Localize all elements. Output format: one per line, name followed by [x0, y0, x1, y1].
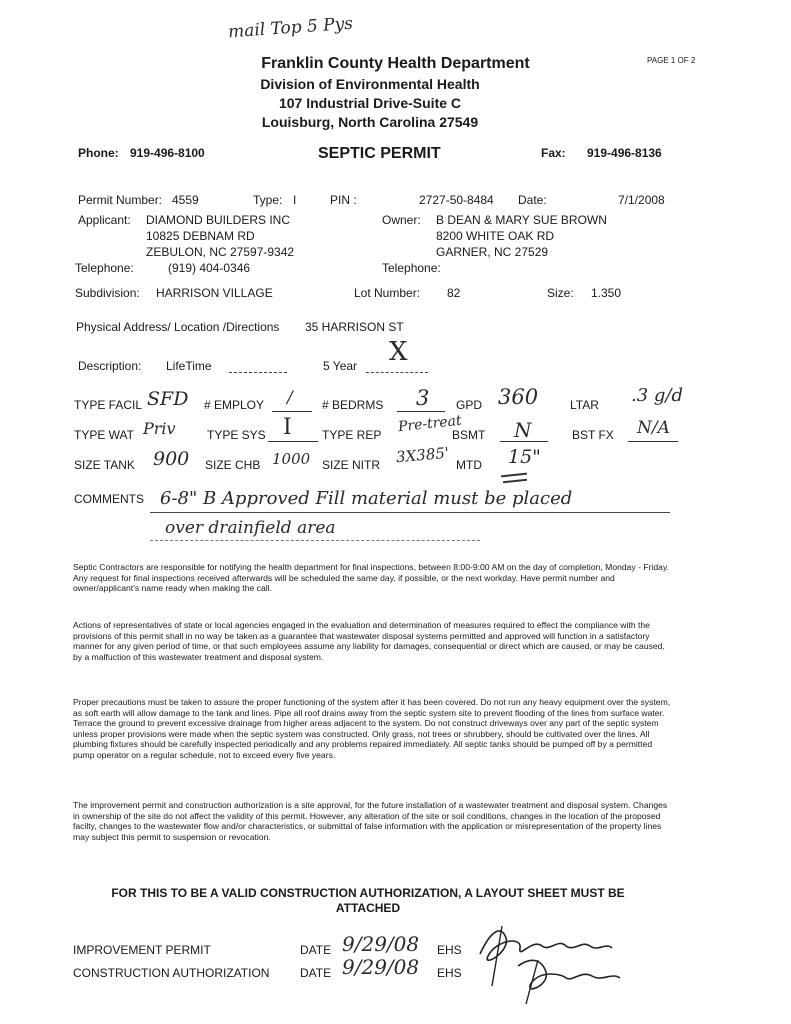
- phone-number: 919-496-8100: [130, 146, 205, 160]
- applicant-telephone: (919) 404-0346: [168, 261, 251, 275]
- handwritten-note: mail Top 5 Pys: [227, 13, 354, 43]
- pin-label: PIN :: [330, 193, 357, 207]
- gpd-value: 360: [498, 385, 539, 409]
- ltar-value: .3 g/d: [631, 385, 684, 406]
- liability-notice-text: Actions of representatives of state or local agencies engaged in the evaluation and determination of measures required to effect the compliance with the provisions of this permit shall in no way be taken as a guarantee that wastewater disposal systems permitted and approved will function in a satisfactory manner for any given period of time, or that such employees assume any liability for damages, consequential or direct which are caused, or may be caused, by a malfuction of this wastewater treatment and disposal system.: [73, 620, 665, 662]
- type-sys-value: I: [283, 415, 292, 440]
- improvement-permit-label: IMPROVEMENT PERMIT: [73, 943, 211, 957]
- division-name: Division of Environmental Health: [260, 76, 480, 92]
- precautions-notice: [73, 697, 673, 761]
- type-wat-value: Priv: [143, 419, 176, 438]
- lot-number-label: Lot Number:: [354, 286, 421, 300]
- size-tank-value: 900: [153, 448, 190, 470]
- document-title: SEPTIC PERMIT: [318, 145, 441, 162]
- inspection-notice: [73, 562, 673, 594]
- employ-label: # EMPLOY: [204, 398, 265, 412]
- applicant-label: Applicant:: [78, 213, 131, 227]
- lifetime-label: LifeTime: [166, 359, 212, 373]
- improvement-date-label: DATE: [300, 943, 332, 957]
- date-label: Date:: [518, 193, 547, 207]
- comments-line-1: 6-8" B Approved Fill material must be placed: [160, 488, 573, 509]
- improvement-ehs-label: EHS: [437, 943, 462, 957]
- mtd-value: 15": [508, 446, 541, 468]
- bst-fx-underline: [628, 441, 678, 442]
- pin-value: 2727-50-8484: [419, 193, 494, 207]
- bedrms-label: # BEDRMS: [322, 398, 384, 412]
- physical-address: 35 HARRISON ST: [305, 320, 404, 334]
- five-year-blank: [366, 372, 428, 373]
- size-tank-label: SIZE TANK: [74, 458, 135, 472]
- employ-value: /: [287, 388, 293, 408]
- bst-fx-value: N/A: [637, 418, 670, 438]
- size-nitr-label: SIZE NITR: [322, 458, 381, 472]
- page-label: PAGE 1 OF 2: [647, 56, 696, 65]
- permit-type-label: Type:: [253, 193, 283, 207]
- type-rep-label: TYPE REP: [322, 428, 382, 442]
- phone-label: Phone:: [78, 146, 119, 160]
- type-sys-label: TYPE SYS: [207, 428, 266, 442]
- bedrms-value: 3: [416, 386, 430, 410]
- gpd-label: GPD: [456, 398, 483, 412]
- type-facil-value: SFD: [147, 388, 189, 410]
- owner-city: GARNER, NC 27529: [436, 245, 549, 259]
- bsmt-label: BSMT: [452, 428, 486, 442]
- construction-ehs-label: EHS: [437, 966, 462, 980]
- lifetime-blank: [229, 372, 287, 373]
- size-chb-label: SIZE CHB: [205, 458, 261, 472]
- permit-number-label: Permit Number:: [78, 193, 163, 207]
- physical-address-label: Physical Address/ Location /Directions: [76, 320, 280, 334]
- address-line-1: 107 Industrial Drive-Suite C: [278, 95, 462, 111]
- employ-underline: [272, 411, 312, 412]
- bst-fx-label: BST FX: [572, 428, 614, 442]
- five-year-mark: X: [389, 337, 408, 367]
- applicant-name: DIAMOND BUILDERS INC: [146, 213, 291, 227]
- owner-label: Owner:: [382, 213, 421, 227]
- applicant-street: 10825 DEBNAM RD: [146, 229, 255, 243]
- applicant-telephone-label: Telephone:: [75, 261, 134, 275]
- subdivision-label: Subdivision:: [75, 286, 140, 300]
- owner-telephone-label: Telephone:: [382, 261, 441, 275]
- applicant-city: ZEBULON, NC 27597-9342: [146, 245, 295, 259]
- ehs-signature: [462, 916, 632, 1006]
- mtd-label: MTD: [456, 458, 482, 472]
- size-chb-value: 1000: [272, 450, 311, 468]
- layout-notice-line-2: ATTACHED: [335, 901, 401, 915]
- construction-date: 9/29/08: [342, 955, 420, 979]
- lot-size-label: Size:: [547, 286, 574, 300]
- bsmt-underline: [500, 441, 548, 442]
- fax-label: Fax:: [541, 146, 566, 160]
- mtd-underline: [501, 473, 527, 478]
- construction-authorization-label: CONSTRUCTION AUTHORIZATION: [73, 966, 270, 980]
- lot-number: 82: [447, 286, 461, 300]
- five-year-label: 5 Year: [323, 359, 358, 373]
- ltar-label: LTAR: [570, 398, 599, 412]
- precautions-notice-text: Proper precautions must be taken to assure the proper functioning of the system after it has been covered. Do not run any heavy equipment over the system, as soft earth will allow damage to the tank and lines. Pipe all roof drains away from the septic system site to prevent flooding of the lines from surface water. Terrace the ground to prevent excessive drainage from higher areas adjacent to the system. Do not construct driveways over any part of the septic system unless proper provisions were made when the septic system was constructed. Only grass, not trees or shrubbery, should be cultivated over the lines. All plumbing fixtures should be carefully inspected periodically and any problems repaired immediately. All septic tanks should be pumped off by a permitted pump operator on a regular schedule, not to exceed every five years.: [73, 697, 671, 760]
- mtd-underline-2: [503, 479, 527, 483]
- owner-street: 8200 WHITE OAK RD: [436, 229, 555, 243]
- inspection-notice-text: Septic Contractors are responsible for notifying the health department for final inspections, between 8:00-9:00 AM on the day of completion, Monday - Friday. Any request for final inspections received afterwards will be scheduled the same day, if possible, or the next workday. Have permit number and owner/applicant's name ready when making the call.: [73, 562, 670, 594]
- fax-number: 919-496-8136: [587, 146, 662, 160]
- subdivision-value: HARRISON VILLAGE: [156, 286, 273, 300]
- size-nitr-value: 3X385': [395, 443, 450, 467]
- type-rep-value: Pre-treat: [397, 412, 463, 436]
- construction-date-label: DATE: [300, 966, 332, 980]
- improvement-date: 9/29/08: [342, 932, 420, 956]
- layout-notice-line-1: FOR THIS TO BE A VALID CONSTRUCTION AUTHORIZATION, A LAYOUT SHEET MUST BE: [111, 886, 625, 900]
- bedrms-underline: [397, 411, 445, 412]
- description-label: Description:: [78, 359, 142, 373]
- comments-label: COMMENTS: [74, 492, 144, 506]
- liability-notice: [73, 620, 673, 662]
- type-sys-underline: [268, 441, 318, 442]
- site-approval-notice: [73, 800, 673, 842]
- comments-rule-2: [150, 540, 480, 541]
- comments-line-2: over drainfield area: [165, 518, 336, 538]
- address-line-2: Louisburg, North Carolina 27549: [261, 114, 479, 130]
- comments-rule-1: [150, 512, 670, 513]
- lot-size: 1.350: [591, 286, 622, 300]
- type-wat-label: TYPE WAT: [74, 428, 134, 442]
- department-name: Franklin County Health Department: [261, 55, 530, 72]
- permit-date: 7/1/2008: [618, 193, 665, 207]
- site-approval-notice-text: The improvement permit and construction authorization is a site approval, for the future installation of a wastewater treatment and disposal system. Changes in ownership of the site do not affect the validity of this permit. However, any alteration of the site or soil conditions, changes in the location of the proposed facilty, changes to the wastewater flow and/or characteristics, or submittal of false information with the application or misrepresentation of the property lines may subject this permit to suspension or revocation.: [73, 800, 668, 842]
- bsmt-value: N: [514, 418, 532, 442]
- owner-name: B DEAN & MARY SUE BROWN: [436, 213, 607, 227]
- type-facil-label: TYPE FACIL: [74, 398, 143, 412]
- permit-type: I: [293, 193, 297, 207]
- permit-number: 4559: [172, 193, 199, 207]
